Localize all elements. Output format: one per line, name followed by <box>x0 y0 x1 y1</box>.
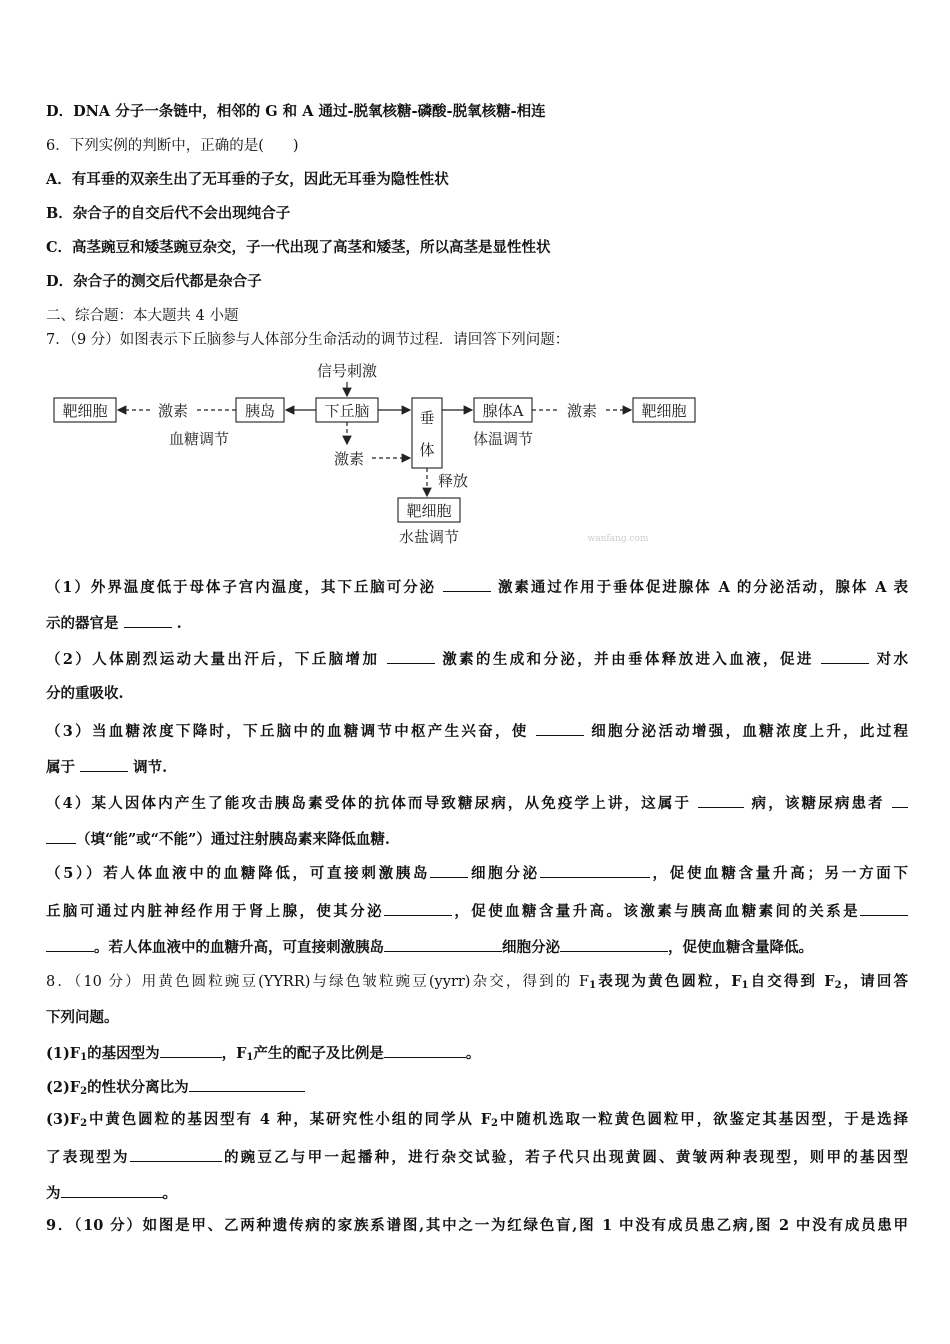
q8-stem-line1: 8．（10 分）用黄色圆粒豌豆(YYRR)与绿色皱粒豌豆(yyrr)杂交，得到的 $F_1$表现为黄色圆粒，$F_1$自交得到 $F_2$，请回答 <box>46 973 909 991</box>
answer-blank[interactable] <box>189 1076 305 1092</box>
q7-p1-line2: 示的器官是 . <box>46 612 908 634</box>
answer-blank[interactable] <box>892 792 908 808</box>
answer-blank[interactable] <box>130 1146 222 1162</box>
blood-sugar-regulation-label: 血糖调节 <box>168 430 230 448</box>
answer-blank[interactable] <box>698 792 744 808</box>
q7-p5-line3: 。若人体血液中的血糖升高，可直接刺激胰岛 细胞分泌 ，促使血糖含量降低。 <box>46 936 908 958</box>
target-cell-label-right: 靶细胞 <box>641 402 687 420</box>
islet-label: 胰岛 <box>244 402 276 420</box>
answer-blank[interactable] <box>430 862 468 878</box>
q9-stem: 9．（10 分）如图是甲、乙两种遗传病的家族系谱图,其中之一为红绿色盲,图 1 中没有成员患乙病,图 2 中没有成员患甲 <box>46 1217 908 1234</box>
pituitary-label-top: 垂 <box>419 409 435 427</box>
hormone-label-bottom: 激素 <box>333 450 365 468</box>
answer-blank[interactable] <box>536 720 584 736</box>
q8-p2: $(2)F_2$的性状分离比为 <box>46 1076 908 1102</box>
q8-p3-line1: $(3)F_2$中黄色圆粒的基因型有 4 种，某研究性小组的同学从 $F_2$中随机选取一粒黄色圆粒甲，欲鉴定其基因型，于是选择 <box>46 1111 908 1129</box>
water-salt-regulation-label: 水盐调节 <box>398 528 460 546</box>
q6-option-d: D．杂合子的测交后代都是杂合子 <box>46 273 262 290</box>
answer-blank[interactable] <box>80 756 128 772</box>
q7-p3-line1: （3）当血糖浓度下降时，下丘脑中的血糖调节中枢产生兴奋，使 细胞分泌活动增强，血糖浓度上升，此过程 <box>46 720 908 742</box>
q7-p3-line2: 属于 调节. <box>46 756 908 778</box>
answer-blank[interactable] <box>384 936 502 952</box>
q8-stem-line2: 下列问题。 <box>46 1009 119 1026</box>
answer-blank[interactable] <box>384 1042 466 1058</box>
q7-stem: 7．（9 分）如图表示下丘脑参与人体部分生命活动的调节过程．请回答下列问题： <box>46 332 570 348</box>
q6-option-c: C．高茎豌豆和矮茎豌豆杂交，子一代出现了高茎和矮茎，所以高茎是显性性状 <box>46 239 551 256</box>
answer-blank[interactable] <box>387 648 435 664</box>
q7-p4-line2: （填“能”或“不能”）通过注射胰岛素来降低血糖. <box>46 828 908 850</box>
answer-blank[interactable] <box>46 828 76 844</box>
answer-blank[interactable] <box>124 612 172 628</box>
q7-p2-line2: 分的重吸收. <box>46 685 124 702</box>
hypothalamus-regulation-diagram <box>46 358 706 553</box>
release-label: 释放 <box>437 472 469 490</box>
signal-stimulus-label: 信号刺激 <box>316 362 378 380</box>
body-temperature-regulation-label: 体温调节 <box>472 430 534 448</box>
q6-stem: 6．下列实例的判断中，正确的是( ) <box>46 138 299 154</box>
watermark: wanfang.com <box>587 534 649 544</box>
q6-option-b: B．杂合子的自交后代不会出现纯合子 <box>46 205 291 222</box>
answer-blank[interactable] <box>443 576 491 592</box>
target-cell-label-left: 靶细胞 <box>62 402 108 420</box>
q7-p1-line1: （1）外界温度低于母体子宫内温度，其下丘脑可分泌 激素通过作用于垂体促进腺体 A 的分泌活动，腺体 A 表 <box>46 576 908 598</box>
target-cell-label-bottom: 靶细胞 <box>406 502 452 520</box>
q7-p5-line2: 丘脑可通过内脏神经作用于肾上腺，使其分泌 ，促使血糖含量升高。该激素与胰高血糖素间的关系是 <box>46 900 908 922</box>
hormone-label-right: 激素 <box>566 402 598 420</box>
hypothalamus-label: 下丘脑 <box>324 402 370 420</box>
hormone-label-left: 激素 <box>157 402 189 420</box>
answer-blank[interactable] <box>560 936 668 952</box>
section-heading: 二、综合题：本大题共 4 小题 <box>46 308 239 324</box>
q5-option-d: D．DNA 分子一条链中，相邻的 G 和 A 通过-脱氧核糖-磷酸-脱氧核糖-相连 <box>46 103 546 120</box>
answer-blank[interactable] <box>540 862 650 878</box>
answer-blank[interactable] <box>46 936 94 952</box>
pituitary-label-bottom: 体 <box>419 441 435 459</box>
q7-p2-line1: （2）人体剧烈运动大量出汗后，下丘脑增加 激素的生成和分泌，并由垂体释放进入血液，促进 对水 <box>46 648 908 670</box>
gland-a-label: 腺体A <box>482 402 524 420</box>
answer-blank[interactable] <box>160 1042 222 1058</box>
q8-p3-line2: 了表现型为 的豌豆乙与甲一起播种，进行杂交试验，若子代只出现黄圆、黄皱两种表现型，则甲的基因型 <box>46 1146 908 1168</box>
answer-blank[interactable] <box>384 900 452 916</box>
q7-p5-line1: （5））若人体血液中的血糖降低，可直接刺激胰岛 细胞分泌 ，促使血糖含量升高；另一方面下 <box>46 862 908 884</box>
answer-blank[interactable] <box>61 1182 163 1198</box>
q8-p1: $(1)F_1$的基因型为 ，$F_1$产生的配子及比例是 。 <box>46 1042 908 1068</box>
answer-blank[interactable] <box>860 900 908 916</box>
q7-p4-line1: （4）某人因体内产生了能攻击胰岛素受体的抗体而导致糖尿病，从免疫学上讲，这属于 病，该糖尿病患者 <box>46 792 908 814</box>
q8-p3-line3: 为 。 <box>46 1182 908 1204</box>
answer-blank[interactable] <box>821 648 869 664</box>
q6-option-a: A．有耳垂的双亲生出了无耳垂的子女，因此无耳垂为隐性性状 <box>46 171 449 188</box>
